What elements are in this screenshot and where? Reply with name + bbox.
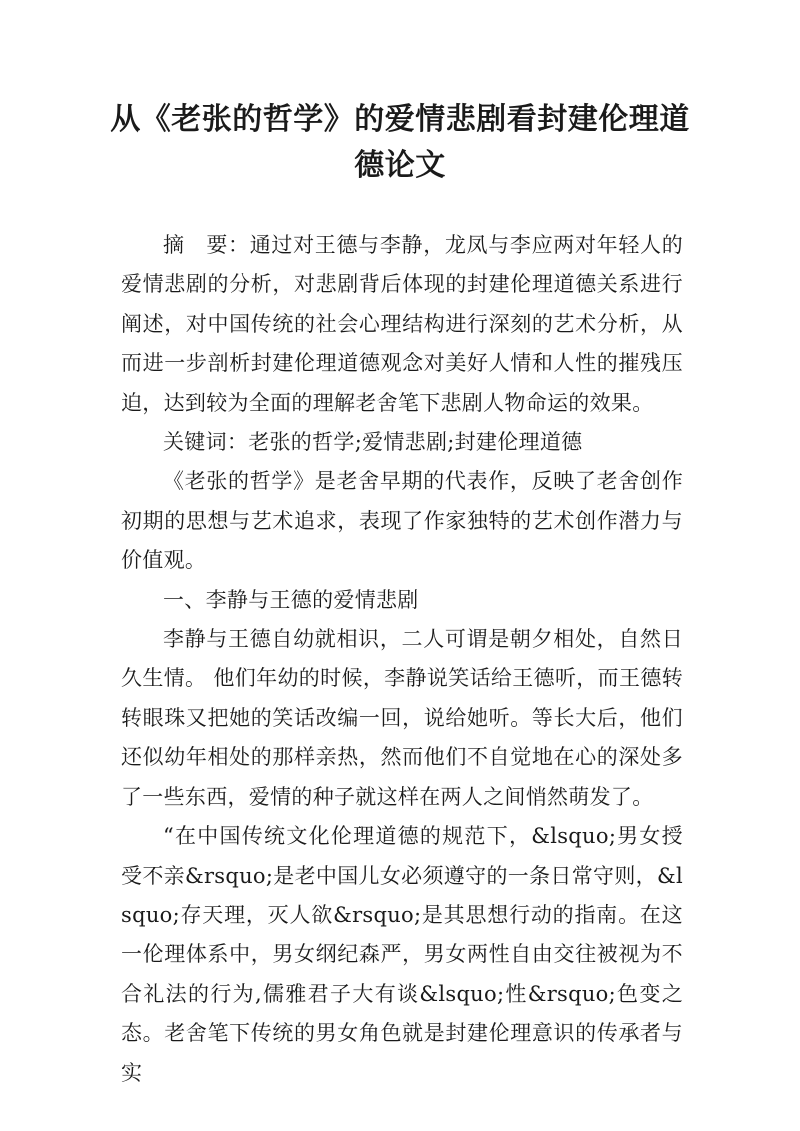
document-title-line-2: 德论文 <box>354 148 446 183</box>
document-body <box>121 226 683 1093</box>
body-paragraph-2: “在中国传统文化伦理道德的规范下，&lsquo;男女授受不亲&rsquo;是老中国儿女必须遵守的一条日常守则，&lsquo;存天理，灭人欲&rsquo;是其思想行动的指南。在这一伦理体系中，男女纲纪森严，男女两性自由交往被视为不合礼法的行为,儒雅君子大有谈&lsquo;性&rsquo;色变之态。老舍笔下传统的男女角色就是封建伦理意识的传承者与实 <box>121 824 683 1085</box>
abstract-paragraph: 摘 要：通过对王德与李静，龙凤与李应两对年轻人的爱情悲剧的分析，对悲剧背后体现的封建伦理道德关系进行阐述，对中国传统的社会心理结构进行深刻的艺术分析，从而进一步剖析封建伦理道德观念对美好人情和人性的摧残压迫，达到较为全面的理解老舍笔下悲剧人物命运的效果。 <box>121 233 683 415</box>
keywords-paragraph: 关键词：老张的哲学;爱情悲剧;封建伦理道德 <box>163 430 583 455</box>
intro-paragraph: 《老张的哲学》是老舍早期的代表作，反映了老舍创作初期的思想与艺术追求，表现了作家独特的艺术创作潜力与价值观。 <box>121 469 683 573</box>
document-title-line-1: 从《老张的哲学》的爱情悲剧看封建伦理道 <box>110 102 690 137</box>
body-paragraph-1: 李静与王德自幼就相识，二人可谓是朝夕相处，自然日久生情。 他们年幼的时候，李静说笑话给王德听，而王德转转眼珠又把她的笑话改编一回，说给她听。等长大后，他们还似幼年相处的那样亲热，然而他们不自觉地在心的深处多了一些东西，爱情的种子就这样在两人之间悄然萌发了。 <box>121 627 683 809</box>
section-heading-1: 一、李静与王德的爱情悲剧 <box>163 587 419 612</box>
